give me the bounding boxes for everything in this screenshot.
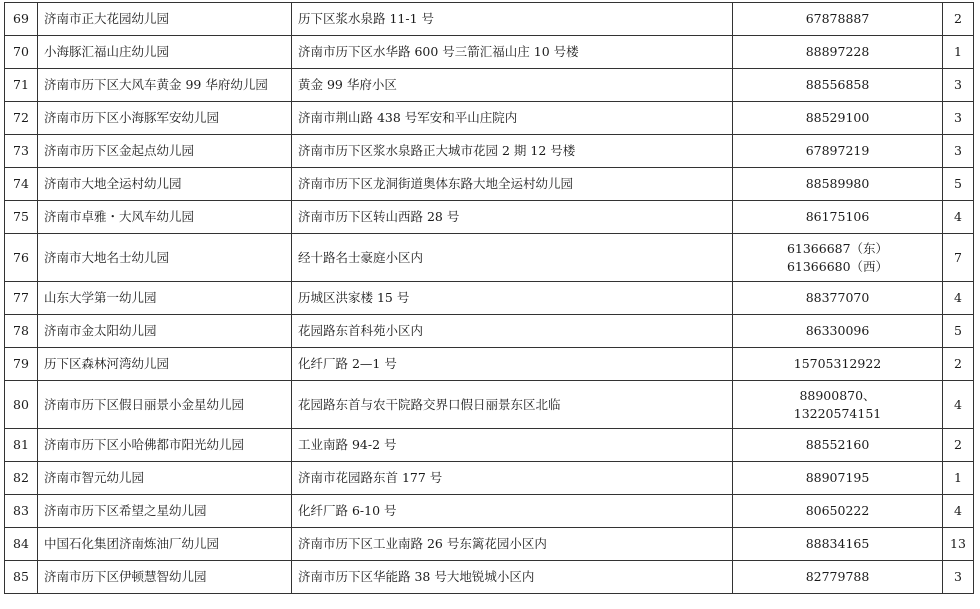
class-count-cell: 4 (943, 381, 974, 429)
table-row (5, 168, 974, 201)
phone-cell (733, 168, 943, 201)
phone-number: 67878887 (805, 11, 870, 26)
kindergarten-name-cell: 历下区森林河湾幼儿园 (38, 348, 292, 381)
table-row (5, 429, 974, 462)
class-count-cell: 5 (943, 315, 974, 348)
phone-number: 80650222 (805, 503, 870, 518)
phone-number: 88529100 (805, 110, 870, 125)
kindergarten-name-cell: 济南市智元幼儿园 (38, 462, 292, 495)
address-cell: 工业南路 94-2 号 (292, 429, 733, 462)
phone-cell (733, 495, 943, 528)
table-row (5, 528, 974, 561)
table-row (5, 495, 974, 528)
class-count-cell: 7 (943, 234, 974, 282)
row-number-cell: 82 (5, 462, 38, 495)
phone-cell (733, 282, 943, 315)
class-count-cell: 4 (943, 495, 974, 528)
address-cell: 化纤厂路 2—1 号 (292, 348, 733, 381)
kindergarten-name-cell: 济南市历下区伊顿慧智幼儿园 (38, 561, 292, 594)
address-cell: 经十路名士豪庭小区内 (292, 234, 733, 282)
phone-number: 88907195 (805, 470, 870, 485)
table-row (5, 462, 974, 495)
class-count-cell: 3 (943, 69, 974, 102)
class-count-cell: 5 (943, 168, 974, 201)
table-body (5, 3, 974, 594)
table-row (5, 315, 974, 348)
kindergarten-name-cell: 中国石化集团济南炼油厂幼儿园 (38, 528, 292, 561)
address-cell: 济南市历下区工业南路 26 号东篱花园小区内 (292, 528, 733, 561)
phone-number: 88834165 (805, 536, 870, 551)
phone-cell (733, 429, 943, 462)
table-row (5, 561, 974, 594)
phone-cell (733, 135, 943, 168)
address-cell: 济南市历下区龙洞街道奥体东路大地全运村幼儿园 (292, 168, 733, 201)
row-number-cell: 81 (5, 429, 38, 462)
phone-cell (733, 561, 943, 594)
row-number-cell: 80 (5, 381, 38, 429)
class-count-cell: 2 (943, 348, 974, 381)
class-count-cell: 3 (943, 135, 974, 168)
phone-cell (733, 462, 943, 495)
phone-number: 88552160 (805, 437, 870, 452)
table-row (5, 135, 974, 168)
table-row (5, 234, 974, 282)
phone-cell (733, 381, 943, 429)
class-count-cell: 3 (943, 561, 974, 594)
phone-cell (733, 3, 943, 36)
phone-number: 61366680（西） (786, 258, 889, 274)
table-row (5, 201, 974, 234)
phone-number: 86330096 (805, 323, 870, 338)
row-number-cell: 73 (5, 135, 38, 168)
kindergarten-name-cell: 济南市卓雅・大风车幼儿园 (38, 201, 292, 234)
kindergarten-table (4, 2, 974, 594)
phone-number: 67897219 (805, 143, 870, 158)
kindergarten-name-cell: 济南市历下区小海豚军安幼儿园 (38, 102, 292, 135)
address-cell: 历下区浆水泉路 11-1 号 (292, 3, 733, 36)
phone-cell (733, 348, 943, 381)
row-number-cell: 78 (5, 315, 38, 348)
phone-number: 13220574151 (793, 405, 882, 421)
phone-number: 88900870、 (799, 387, 876, 403)
kindergarten-name-cell: 济南市历下区假日丽景小金星幼儿园 (38, 381, 292, 429)
row-number-cell: 72 (5, 102, 38, 135)
phone-cell (733, 69, 943, 102)
kindergarten-name-cell: 济南市大地名士幼儿园 (38, 234, 292, 282)
row-number-cell: 74 (5, 168, 38, 201)
row-number-cell: 84 (5, 528, 38, 561)
table-row (5, 3, 974, 36)
address-cell: 历城区洪家楼 15 号 (292, 282, 733, 315)
phone-cell (733, 36, 943, 69)
row-number-cell: 83 (5, 495, 38, 528)
phone-cell (733, 102, 943, 135)
kindergarten-name-cell: 济南市正大花园幼儿园 (38, 3, 292, 36)
phone-number: 86175106 (805, 209, 870, 224)
phone-cell (733, 315, 943, 348)
row-number-cell: 79 (5, 348, 38, 381)
phone-cell (733, 528, 943, 561)
class-count-cell: 3 (943, 102, 974, 135)
phone-number: 88556858 (805, 77, 870, 92)
row-number-cell: 70 (5, 36, 38, 69)
class-count-cell: 2 (943, 429, 974, 462)
phone-cell (733, 234, 943, 282)
address-cell: 化纤厂路 6-10 号 (292, 495, 733, 528)
address-cell: 济南市花园路东首 177 号 (292, 462, 733, 495)
address-cell: 济南市历下区水华路 600 号三箭汇福山庄 10 号楼 (292, 36, 733, 69)
class-count-cell: 1 (943, 462, 974, 495)
class-count-cell: 4 (943, 201, 974, 234)
phone-cell (733, 201, 943, 234)
kindergarten-name-cell: 山东大学第一幼儿园 (38, 282, 292, 315)
address-cell: 济南市荆山路 438 号军安和平山庄院内 (292, 102, 733, 135)
row-number-cell: 71 (5, 69, 38, 102)
phone-number: 61366687（东） (786, 240, 889, 256)
kindergarten-name-cell: 济南市金太阳幼儿园 (38, 315, 292, 348)
row-number-cell: 85 (5, 561, 38, 594)
phone-number: 82779788 (805, 569, 870, 584)
class-count-cell: 2 (943, 3, 974, 36)
kindergarten-name-cell: 济南市历下区小哈佛都市阳光幼儿园 (38, 429, 292, 462)
class-count-cell: 4 (943, 282, 974, 315)
kindergarten-name-cell: 济南市历下区大风车黄金 99 华府幼儿园 (38, 69, 292, 102)
row-number-cell: 69 (5, 3, 38, 36)
kindergarten-name-cell: 小海豚汇福山庄幼儿园 (38, 36, 292, 69)
row-number-cell: 76 (5, 234, 38, 282)
address-cell: 济南市历下区华能路 38 号大地锐城小区内 (292, 561, 733, 594)
kindergarten-name-cell: 济南市历下区希望之星幼儿园 (38, 495, 292, 528)
phone-number: 15705312922 (793, 356, 882, 371)
phone-number: 88377070 (805, 290, 870, 305)
table-row (5, 69, 974, 102)
phone-number: 88589980 (805, 176, 870, 191)
address-cell: 济南市历下区浆水泉路正大城市花园 2 期 12 号楼 (292, 135, 733, 168)
table-row (5, 282, 974, 315)
row-number-cell: 75 (5, 201, 38, 234)
table-row (5, 381, 974, 429)
table-row (5, 348, 974, 381)
phone-number: 88897228 (805, 44, 870, 59)
row-number-cell: 77 (5, 282, 38, 315)
address-cell: 黄金 99 华府小区 (292, 69, 733, 102)
table-row (5, 102, 974, 135)
table-row (5, 36, 974, 69)
kindergarten-name-cell: 济南市历下区金起点幼儿园 (38, 135, 292, 168)
address-cell: 济南市历下区转山西路 28 号 (292, 201, 733, 234)
kindergarten-name-cell: 济南市大地全运村幼儿园 (38, 168, 292, 201)
class-count-cell: 13 (943, 528, 974, 561)
class-count-cell: 1 (943, 36, 974, 69)
address-cell: 花园路东首与农干院路交界口假日丽景东区北临 (292, 381, 733, 429)
address-cell: 花园路东首科苑小区内 (292, 315, 733, 348)
